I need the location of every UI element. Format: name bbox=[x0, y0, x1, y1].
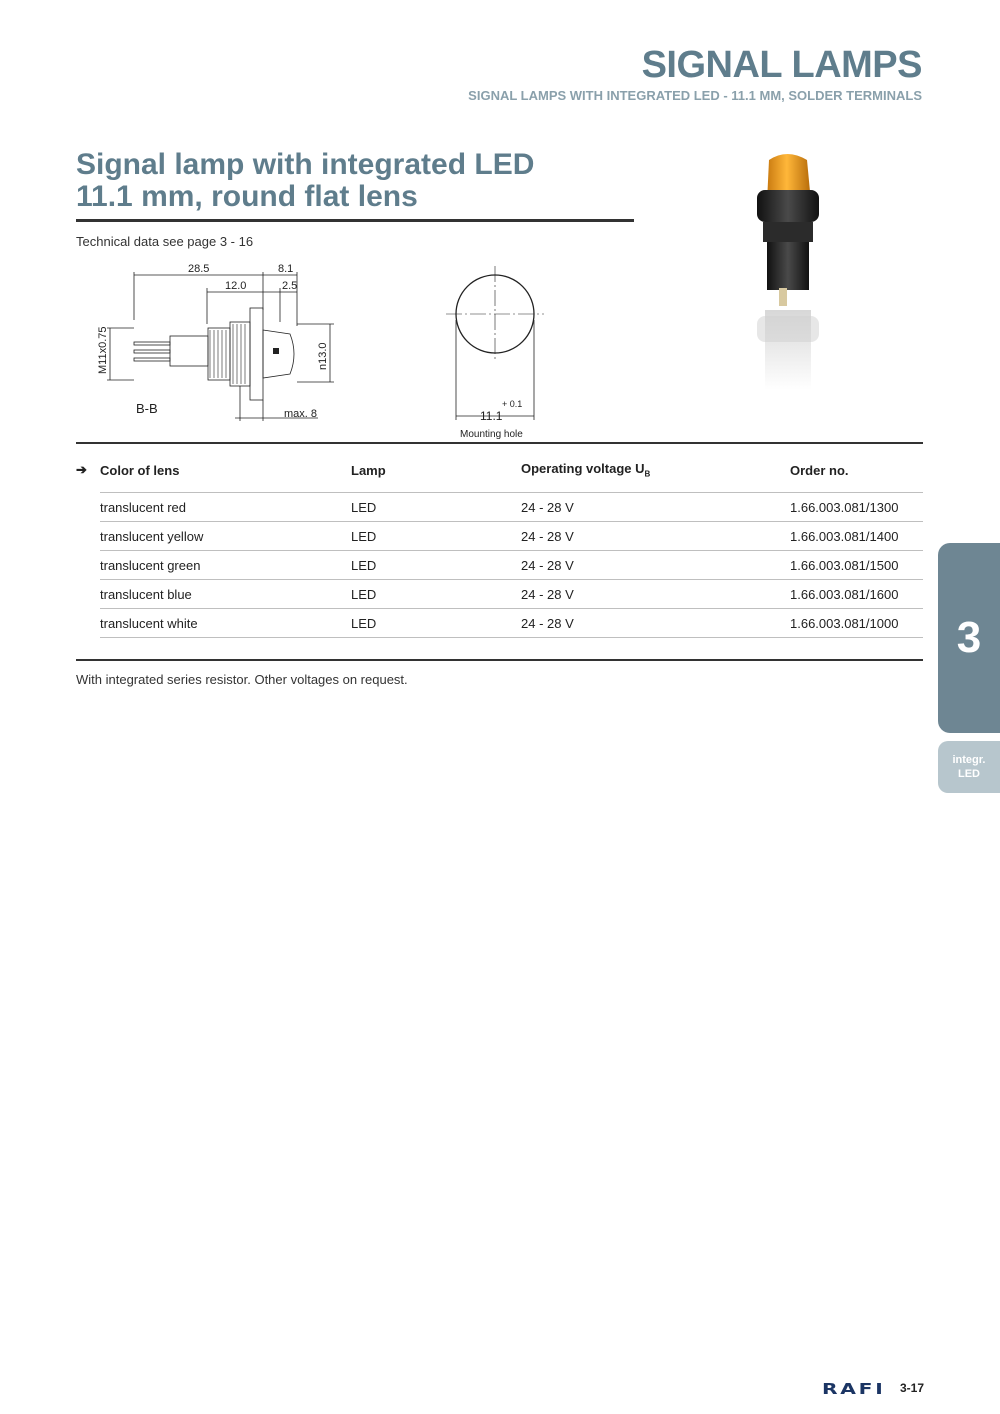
header-lamp: Lamp bbox=[351, 458, 521, 493]
header-order: Order no. bbox=[790, 458, 923, 493]
cell-voltage: 24 - 28 V bbox=[521, 609, 790, 638]
mounting-hole-drawing bbox=[440, 258, 550, 443]
subchapter-tab[interactable] bbox=[938, 741, 1000, 793]
subchapter-line1: integr. bbox=[952, 754, 986, 766]
footnote: With integrated series resistor. Other voltages on request. bbox=[76, 672, 408, 687]
side-view-drawing bbox=[90, 258, 350, 428]
product-title bbox=[76, 149, 534, 213]
cell-color: translucent red bbox=[100, 493, 351, 522]
table-row bbox=[76, 551, 923, 580]
page-number: 3-17 bbox=[900, 1381, 925, 1395]
table-row bbox=[76, 609, 923, 638]
table-row bbox=[76, 522, 923, 551]
dim-12-0: 12.0 bbox=[225, 280, 247, 292]
chapter-number: 3 bbox=[956, 613, 982, 662]
product-title-line1: Signal lamp with integrated LED bbox=[76, 148, 535, 181]
table-bottom-rule bbox=[76, 659, 923, 661]
table-top-rule bbox=[76, 442, 923, 444]
cell-lamp: LED bbox=[351, 580, 521, 609]
cell-voltage: 24 - 28 V bbox=[521, 522, 790, 551]
table-row bbox=[76, 493, 923, 522]
dim-8-1: 8.1 bbox=[278, 263, 294, 275]
cell-color: translucent blue bbox=[100, 580, 351, 609]
arrow-icon: ➔ bbox=[76, 462, 87, 478]
diameter-label: n13.0 bbox=[317, 342, 329, 370]
cell-lamp: LED bbox=[351, 609, 521, 638]
cell-color: translucent green bbox=[100, 551, 351, 580]
dim-2-5: 2.5 bbox=[282, 280, 298, 292]
cell-lamp: LED bbox=[351, 522, 521, 551]
thread-label: M11x0.75 bbox=[97, 326, 109, 374]
section-subtitle: SIGNAL LAMPS WITH INTEGRATED LED - 11.1 MM, SOLDER TERMINALS bbox=[468, 88, 922, 103]
rafi-logo: RAFI bbox=[822, 1380, 886, 1398]
dim-28-5: 28.5 bbox=[188, 263, 210, 275]
cell-lamp: LED bbox=[351, 493, 521, 522]
chapter-tab[interactable] bbox=[938, 543, 1000, 733]
tech-data-note: Technical data see page 3 - 16 bbox=[76, 234, 254, 249]
cell-voltage: 24 - 28 V bbox=[521, 493, 790, 522]
header-voltage: Operating voltage $U_B$ bbox=[521, 458, 790, 493]
subchapter-line2: LED bbox=[958, 768, 980, 780]
cell-color: translucent yellow bbox=[100, 522, 351, 551]
product-photo bbox=[735, 140, 845, 410]
cell-order: 1.66.003.081/1300 bbox=[790, 493, 923, 522]
max-label: max. 8 bbox=[284, 408, 318, 420]
section-title: SIGNAL LAMPS bbox=[641, 44, 922, 86]
cell-order: 1.66.003.081/1000 bbox=[790, 609, 923, 638]
cell-lamp: LED bbox=[351, 551, 521, 580]
table-header-row bbox=[76, 458, 923, 493]
section-label: B-B bbox=[136, 401, 158, 416]
order-table bbox=[76, 458, 923, 638]
product-title-line2: 11.1 mm, round flat lens bbox=[76, 180, 418, 213]
cell-voltage: 24 - 28 V bbox=[521, 551, 790, 580]
cell-color: translucent white bbox=[100, 609, 351, 638]
cell-order: 1.66.003.081/1500 bbox=[790, 551, 923, 580]
cell-order: 1.66.003.081/1400 bbox=[790, 522, 923, 551]
cell-voltage: 24 - 28 V bbox=[521, 580, 790, 609]
cell-order: 1.66.003.081/1600 bbox=[790, 580, 923, 609]
mounting-dim: 11.1 bbox=[480, 409, 503, 423]
mounting-caption: Mounting hole bbox=[460, 429, 523, 440]
table-row bbox=[76, 580, 923, 609]
title-divider bbox=[76, 219, 634, 222]
header-color: Color of lens bbox=[100, 458, 351, 493]
mounting-tolerance: + 0.1 bbox=[502, 399, 523, 409]
